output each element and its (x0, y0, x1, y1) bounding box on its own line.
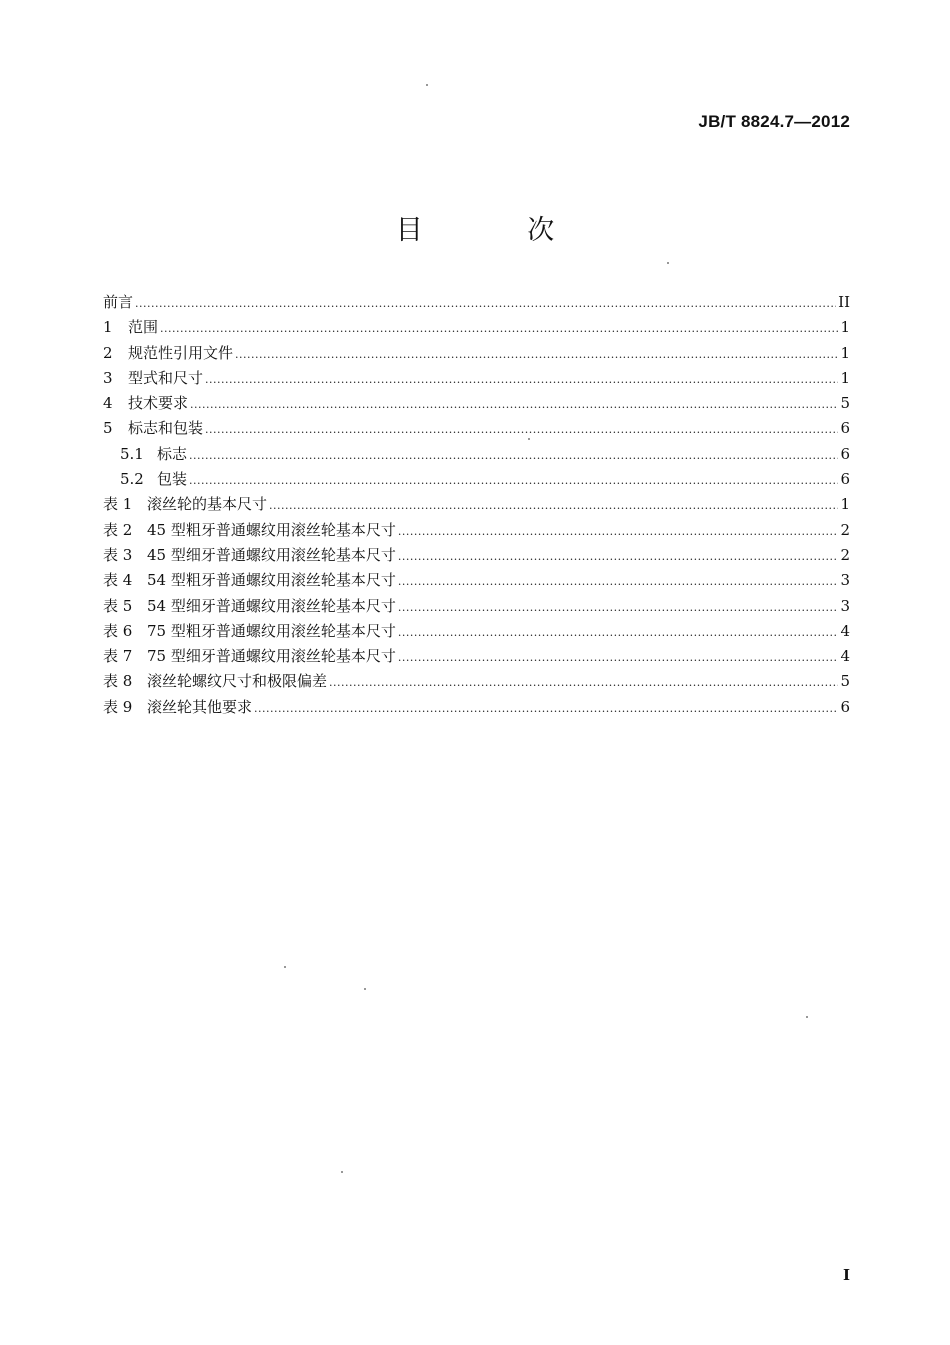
toc-entry-number: 表 5 (103, 596, 133, 615)
toc-entry-number: 表 2 (103, 520, 133, 539)
toc-entry-number: 3 (103, 368, 113, 387)
toc-entry-label: 滚丝轮其他要求 (147, 697, 253, 716)
toc-entry-table-1[interactable] (103, 492, 850, 517)
toc-entry-number: 1 (103, 318, 113, 337)
toc-entry-foreword[interactable] (103, 290, 850, 315)
toc-title: 目 次 (395, 215, 603, 246)
toc-entry-page: 6 (840, 470, 850, 489)
toc-dot-leader (205, 417, 838, 442)
scan-speck (806, 1016, 808, 1018)
toc-dot-leader (135, 291, 836, 316)
toc-entry-label: 技术要求 (128, 394, 189, 413)
toc-entry-page: 5 (840, 394, 850, 413)
toc-list (103, 290, 850, 720)
toc-entry-section-3[interactable] (103, 366, 850, 391)
toc-entry-page: 1 (840, 368, 850, 387)
toc-dot-leader (160, 316, 838, 341)
toc-dot-leader (398, 620, 839, 645)
toc-entry-label: 规范性引用文件 (128, 343, 234, 362)
toc-entry-label: 范围 (128, 318, 159, 337)
toc-dot-leader (190, 392, 838, 417)
toc-dot-leader (205, 367, 838, 392)
toc-dot-leader (329, 670, 838, 695)
toc-entry-number: 表 9 (103, 697, 133, 716)
toc-entry-label: 54 型细牙普通螺纹用滚丝轮基本尺寸 (147, 596, 396, 615)
toc-dot-leader (398, 645, 839, 670)
toc-entry-label: 标志和包装 (128, 419, 204, 438)
toc-entry-number: 2 (103, 343, 113, 362)
toc-entry-page: 1 (840, 343, 850, 362)
toc-entry-number: 表 3 (103, 545, 133, 564)
scan-speck (284, 966, 286, 968)
toc-entry-page: 4 (840, 621, 850, 640)
toc-entry-number: 4 (103, 394, 113, 413)
scan-speck (667, 262, 669, 264)
toc-entry-number: 表 4 (103, 571, 133, 590)
toc-entry-page: II (838, 293, 850, 311)
document-number: JB/T 8824.7—2012 (698, 112, 850, 131)
toc-entry-label: 滚丝轮的基本尺寸 (147, 495, 268, 514)
toc-entry-number: 5.2 (120, 470, 144, 489)
toc-entry-number: 表 7 (103, 647, 133, 666)
toc-entry-page: 5 (840, 672, 850, 691)
toc-entry-table-4[interactable] (103, 568, 850, 593)
toc-entry-label: 75 型细牙普通螺纹用滚丝轮基本尺寸 (147, 647, 396, 666)
toc-entry-page: 6 (840, 444, 850, 463)
toc-entry-section-5-2[interactable] (103, 467, 850, 492)
toc-entry-table-3[interactable] (103, 543, 850, 568)
toc-entry-page: 3 (840, 596, 850, 615)
toc-entry-page: 1 (840, 495, 850, 514)
toc-entry-number: 表 6 (103, 621, 133, 640)
toc-entry-label: 滚丝轮螺纹尺寸和极限偏差 (147, 672, 328, 691)
toc-dot-leader (398, 519, 839, 544)
toc-entry-table-7[interactable] (103, 644, 850, 669)
toc-dot-leader (189, 468, 838, 493)
toc-entry-table-2[interactable] (103, 518, 850, 543)
toc-entry-page: 2 (840, 545, 850, 564)
toc-entry-page: 2 (840, 520, 850, 539)
toc-entry-number: 表 8 (103, 672, 133, 691)
toc-entry-number: 5 (103, 419, 113, 438)
page-number: I (842, 1266, 850, 1284)
toc-entry-label: 型式和尺寸 (128, 368, 204, 387)
toc-entry-page: 3 (840, 571, 850, 590)
toc-dot-leader (189, 443, 838, 468)
toc-entry-table-5[interactable] (103, 594, 850, 619)
toc-entry-label: 54 型粗牙普通螺纹用滚丝轮基本尺寸 (147, 571, 396, 590)
toc-entry-table-8[interactable] (103, 669, 850, 694)
toc-entry-section-5-1[interactable] (103, 442, 850, 467)
toc-entry-page: 6 (840, 419, 850, 438)
toc-entry-number: 表 1 (103, 495, 133, 514)
scan-speck (364, 988, 366, 990)
scan-speck (426, 84, 428, 86)
toc-entry-section-4[interactable] (103, 391, 850, 416)
scan-speck (341, 1171, 343, 1173)
toc-entry-table-9[interactable] (103, 695, 850, 720)
toc-dot-leader (398, 569, 839, 594)
toc-dot-leader (398, 595, 839, 620)
toc-entry-label: 75 型粗牙普通螺纹用滚丝轮基本尺寸 (147, 621, 396, 640)
toc-dot-leader (254, 696, 838, 721)
toc-entry-label: 包装 (157, 470, 188, 489)
toc-entry-label: 45 型细牙普通螺纹用滚丝轮基本尺寸 (147, 545, 396, 564)
toc-entry-label: 前言 (103, 293, 134, 311)
toc-dot-leader (398, 544, 839, 569)
toc-dot-leader (269, 493, 838, 518)
toc-entry-table-6[interactable] (103, 619, 850, 644)
toc-entry-section-2[interactable] (103, 341, 850, 366)
toc-entry-label: 45 型粗牙普通螺纹用滚丝轮基本尺寸 (147, 520, 396, 539)
toc-dot-leader (235, 342, 838, 367)
toc-entry-section-1[interactable] (103, 315, 850, 340)
toc-entry-page: 6 (840, 697, 850, 716)
toc-entry-number: 5.1 (120, 444, 144, 463)
toc-entry-page: 1 (840, 318, 850, 337)
toc-entry-page: 4 (840, 647, 850, 666)
toc-entry-section-5[interactable] (103, 416, 850, 441)
toc-entry-label: 标志 (157, 444, 188, 463)
scan-speck (528, 438, 530, 440)
